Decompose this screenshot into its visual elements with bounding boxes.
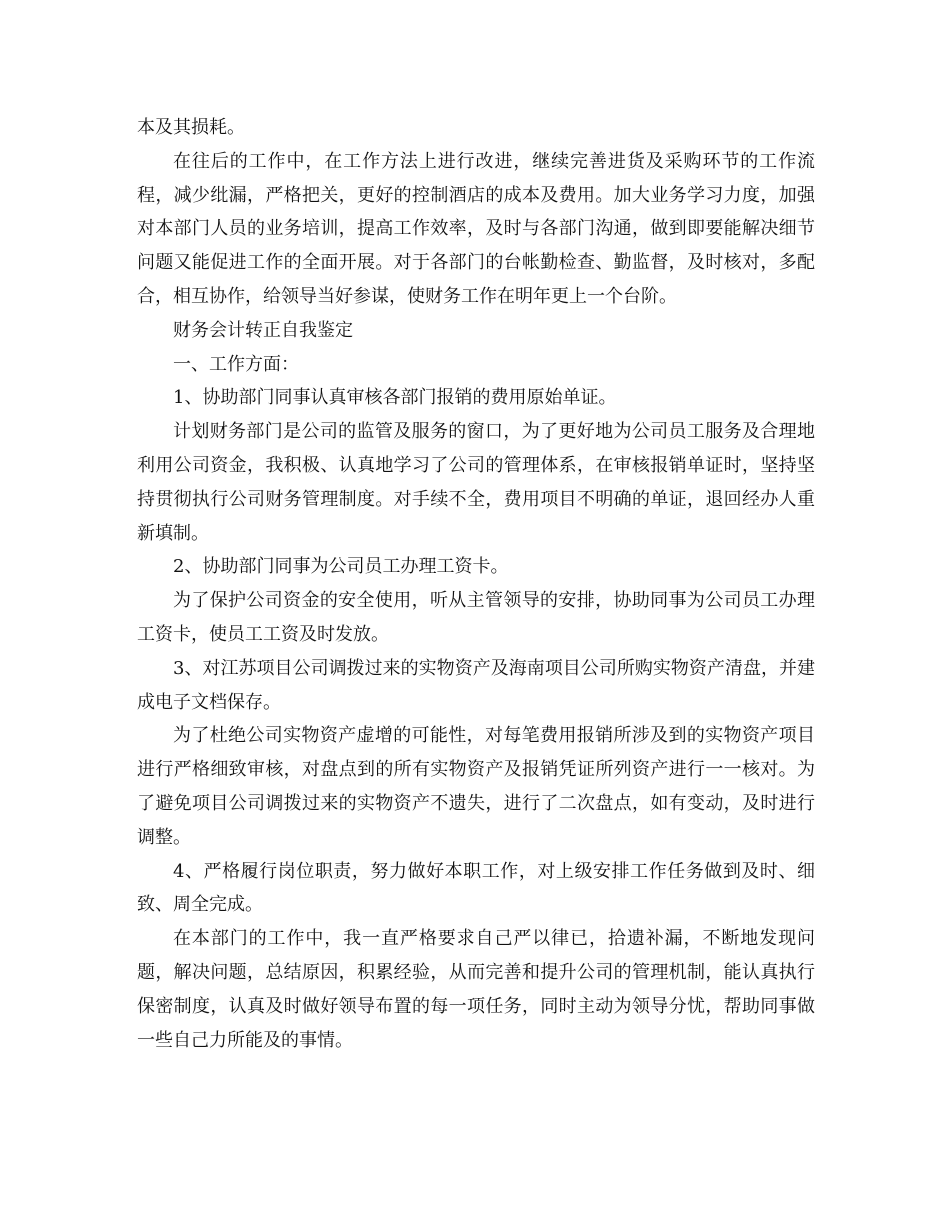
document-body xyxy=(137,111,815,1057)
item-2-heading: 2、协助部门同事为公司员工办理工资卡。 xyxy=(173,556,509,578)
section-title: 财务会计转正自我鉴定 xyxy=(173,319,353,341)
item-2-body: 为了保护公司资金的安全使用，听从主管领导的安排，协助同事为公司员工办理工资卡，使员工工资及时发放。 xyxy=(137,590,815,645)
paragraph-continuation: 本及其损耗。 xyxy=(137,117,245,138)
item-4-body: 在本部门的工作中，我一直严格要求自己严以律已，拾遗补漏，不断地发现问题，解决问题，总结原因，积累经验，从而完善和提升公司的管理机制，能认真执行保密制度，认真及时做好领导布置的每一项任务，同时主动为领导分忧，帮助同事做一些自己力所能及的事情。 xyxy=(137,928,815,1051)
item-4-heading: 4、严格履行岗位职责，努力做好本职工作，对上级安排工作任务做到及时、细致、周全完成。 xyxy=(137,860,815,916)
item-1-body: 计划财务部门是公司的监管及服务的窗口，为了更好地为公司员工服务及合理地利用公司资金，我积极、认真地学习了公司的管理体系，在审核报销单证时，坚持坚持贯彻执行公司财务管理制度。对手续不全，费用项目不明确的单证，退回经办人重新填制。 xyxy=(137,421,815,544)
item-3-body: 为了杜绝公司实物资产虚增的可能性，对每笔费用报销所涉及到的实物资产项目进行严格细致审核，对盘点到的所有实物资产及报销凭证所列资产进行一一核对。为了避免项目公司调拨过来的实物资产不遗失，进行了二次盘点，如有变动，及时进行调整。 xyxy=(137,725,815,848)
paragraph-future-work: 在往后的工作中，在工作方法上进行改进，继续完善进货及采购环节的工作流程，减少纰漏，严格把关，更好的控制酒店的成本及费用。加大业务学习力度，加强对本部门人员的业务培训，提高工作效率，及时与各部门沟通，做到即要能解决细节问题又能促进工作的全面开展。对于各部门的台帐勤检查、勤监督，及时核对，多配合，相互协作，给领导当好参谋，使财务工作在明年更上一个台阶。 xyxy=(137,150,815,307)
item-3-heading: 3、对江苏项目公司调拨过来的实物资产及海南项目公司所购实物资产清盘，并建成电子文档保存。 xyxy=(137,657,815,713)
item-1-heading: 1、协助部门同事认真审核各部门报销的费用原始单证。 xyxy=(173,387,617,409)
heading-work-aspects: 一、工作方面： xyxy=(173,353,299,375)
